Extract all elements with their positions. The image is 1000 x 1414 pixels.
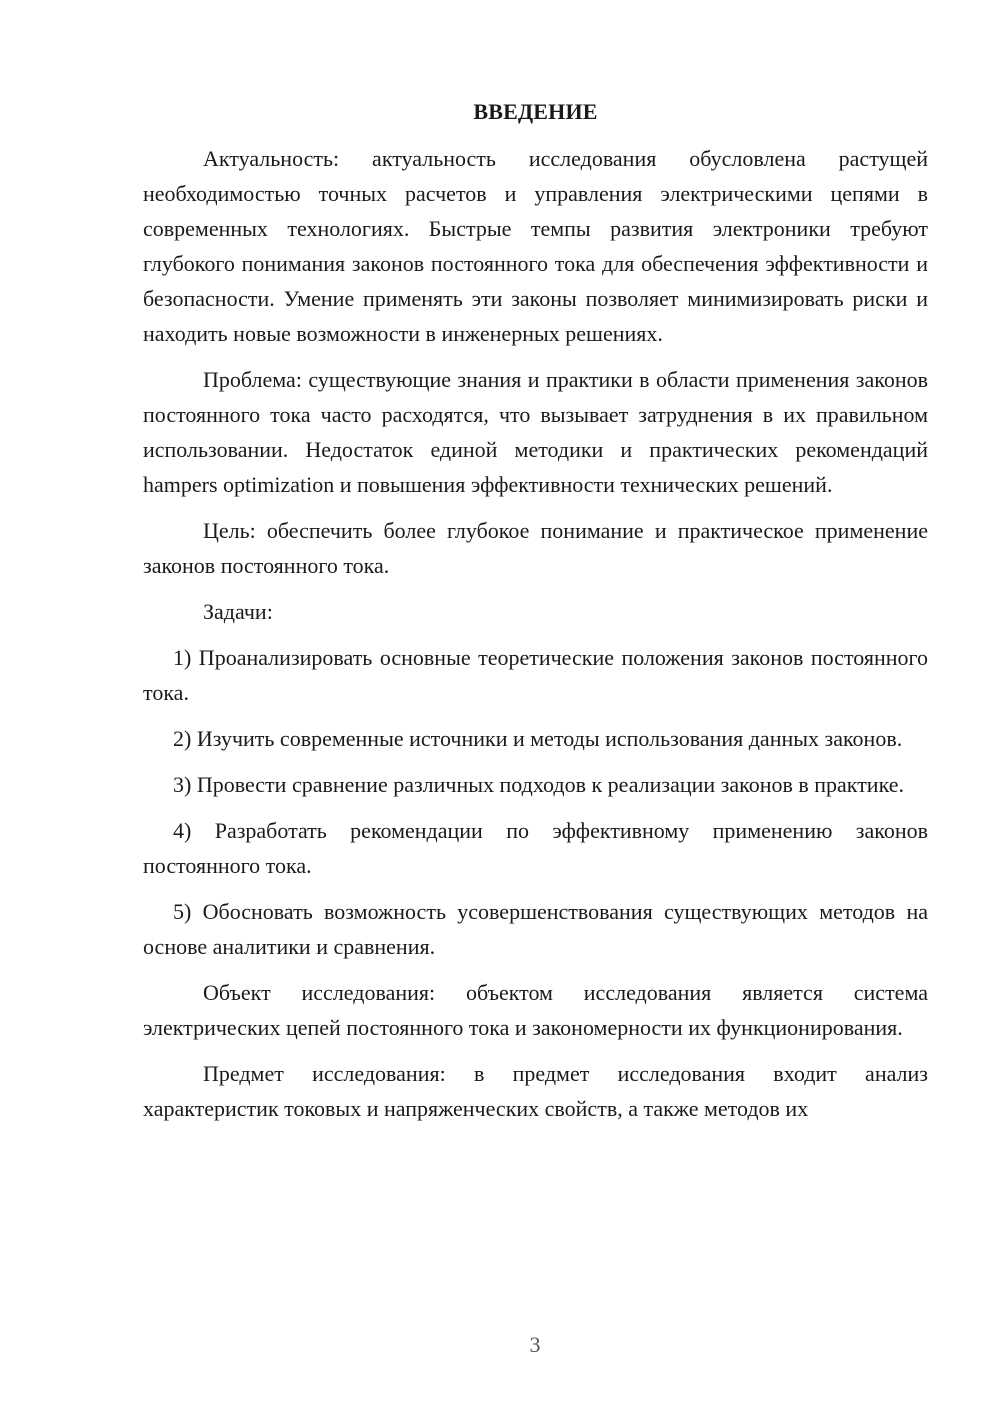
object-paragraph: Объект исследования: объектом исследования является система электрических цепей постоянного тока и закономерности их функционирования. [143, 980, 928, 1040]
page-number: 3 [529, 1332, 541, 1357]
tasks-heading: Задачи: [203, 599, 273, 624]
task-item-3: 3) Провести сравнение различных подходов к реализации законов в практике. [173, 772, 904, 797]
subject-paragraph: Предмет исследования: в предмет исследования входит анализ характеристик токовых и напряженческих свойств, а также методов их [143, 1061, 928, 1121]
task-item-4: 4) Разработать рекомендации по эффективному применению законов постоянного тока. [143, 818, 928, 878]
relevance-paragraph: Актуальность: актуальность исследования обусловлена растущей необходимостью точных расчетов и управления электрическими цепями в современных технологиях. Быстрые темпы развития электроники требуют глубокого понимания законов постоянного тока для обеспечения эффективности и безопасности. Умение применять эти законы позволяет минимизировать риски и находить новые возможности в инженерных решениях. [143, 146, 928, 346]
goal-paragraph: Цель: обеспечить более глубокое понимание и практическое применение законов постоянного тока. [143, 518, 928, 578]
task-item-5: 5) Обосновать возможность усовершенствования существующих методов на основе аналитики и сравнения. [143, 899, 928, 959]
task-item-2: 2) Изучить современные источники и методы использования данных законов. [173, 726, 903, 751]
problem-paragraph: Проблема: существующие знания и практики в области применения законов постоянного тока часто расходятся, что вызывает затруднения в их правильном использовании. Недостаток единой методики и практических рекомендаций hampers optimization и повышения эффективности технических решений. [143, 367, 928, 497]
page-title: ВВЕДЕНИЕ [473, 99, 598, 124]
task-item-1: 1) Проанализировать основные теоретические положения законов постоянного тока. [143, 645, 928, 705]
page-content [143, 94, 928, 1137]
